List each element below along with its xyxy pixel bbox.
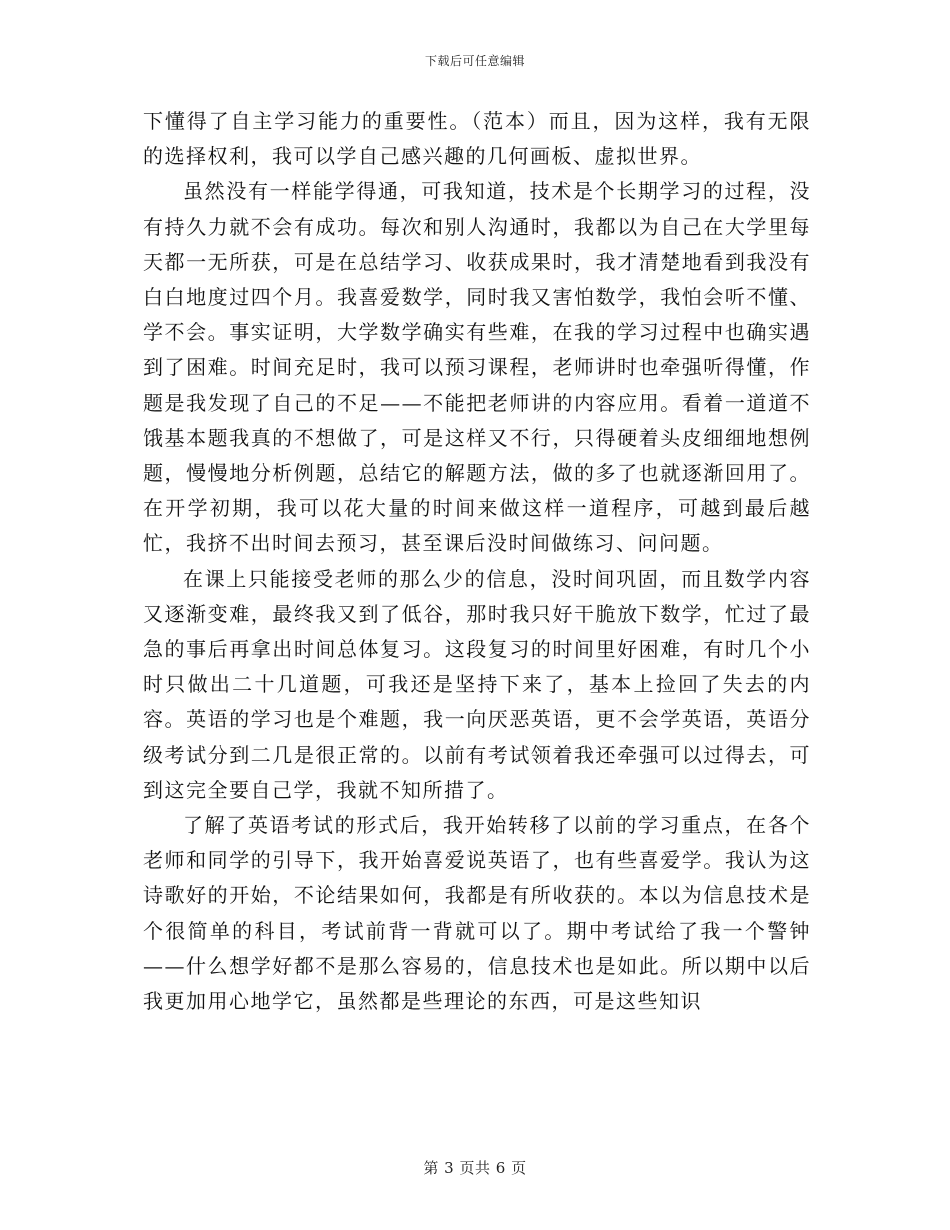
document-body bbox=[143, 104, 811, 1019]
paragraph-4: 了解了英语考试的形式后，我开始转移了以前的学习重点，在各个老师和同学的引导下，我开始喜爱说英语了，也有些喜爱学。我认为这诗歌好的开始，不论结果如何，我都是有所收获的。本以为信息技术是个很简单的科目，考试前背一背就可以了。期中考试给了我一个警钟——什么想学好都不是那么容易的，信息技术也是如此。所以期中以后我更加用心地学它，虽然都是些理论的东西，可是这些知识 bbox=[143, 813, 811, 1014]
paragraph-3: 在课上只能接受老师的那么少的信息，没时间巩固，而且数学内容又逐渐变难，最终我又到了低谷，那时我只好干脆放下数学，忙过了最急的事后再拿出时间总体复习。这段复习的时间里好困难，有时几个小时只做出二十几道题，可我还是坚持下来了，基本上捡回了失去的内容。英语的学习也是个难题，我一向厌恶英语，更不会学英语，英语分级考试分到二几是很正常的。以前有考试领着我还牵强可以过得去，可到这完全要自己学，我就不知所措了。 bbox=[143, 566, 811, 802]
page-header: 下载后可任意编辑 bbox=[424, 54, 525, 68]
paragraph-1: 下懂得了自主学习能力的重要性。（范本）而且，因为这样，我有无限的选择权利，我可以学自己感兴趣的几何画板、虚拟世界。 bbox=[143, 109, 811, 169]
page-number-footer: 第 3 页共 6 页 bbox=[423, 1159, 527, 1177]
paragraph-2: 虽然没有一样能学得通，可我知道，技术是个长期学习的过程，没有持久力就不会有成功。每次和别人沟通时，我都以为自己在大学里每天都一无所获，可是在总结学习、收获成果时，我才清楚地看到我没有白白地度过四个月。我喜爱数学，同时我又害怕数学，我怕会听不懂、学不会。事实证明，大学数学确实有些难，在我的学习过程中也确实遇到了困难。时间充足时，我可以预习课程，老师讲时也牵强听得懂，作题是我发现了自己的不足——不能把老师讲的内容应用。看着一道道不饿基本题我真的不想做了，可是这样又不行，只得硬着头皮细细地想例题，慢慢地分析例题，总结它的解题方法，做的多了也就逐渐回用了。在开学初期，我可以花大量的时间来做这样一道程序，可越到最后越忙，我挤不出时间去预习，甚至课后没时间做练习、问问题。 bbox=[143, 179, 811, 556]
